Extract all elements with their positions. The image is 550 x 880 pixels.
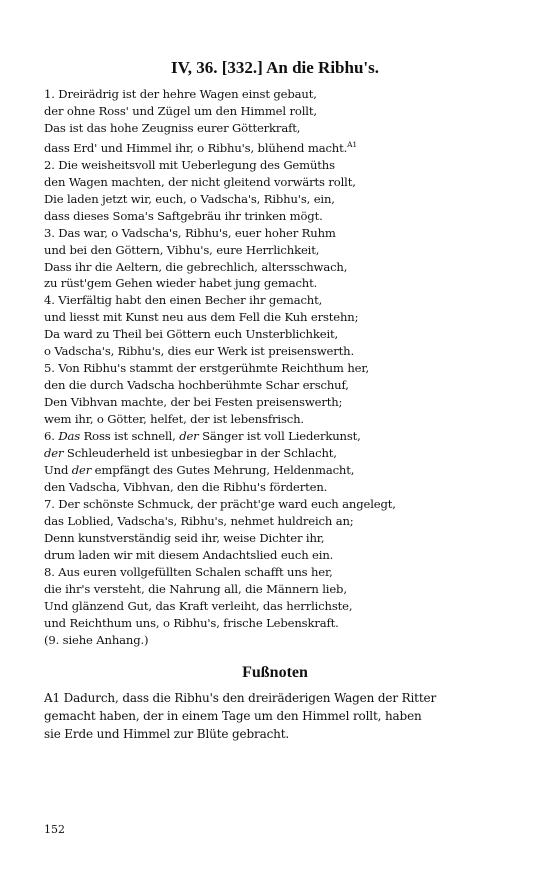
- verse-line: 4. Vierfältig habt den einen Becher ihr gemacht,: [44, 293, 323, 308]
- footnote-line: A1 Dadurch, dass die Ribhu's den dreiräderigen Wagen der Ritter: [44, 691, 437, 705]
- verse-line: drum laden wir mit diesem Andachtslied euch ein.: [44, 547, 334, 562]
- verse-line: den Vadscha, Vibhvan, den die Ribhu's förderten.: [44, 479, 328, 494]
- verse-line: und liesst mit Kunst neu aus dem Fell die Kuh erstehn;: [44, 310, 359, 325]
- footnote-line: gemacht haben, der in einem Tage um den Himmel rollt, haben: [44, 709, 422, 723]
- verse-line[interactable]: (9. siehe Anhang.): [44, 632, 149, 647]
- verse-line: 8. Aus euren vollgefüllten Schalen schafft uns her,: [44, 564, 333, 579]
- verse-line: und bei den Göttern, Vibhu's, eure Herrlichkeit,: [44, 242, 320, 257]
- verse-line: 1. Dreirädrig ist der hehre Wagen einst gebaut,: [44, 87, 317, 101]
- footnote-block: [44, 689, 504, 743]
- verse-line: Die laden jetzt wir, euch, o Vadscha's, Ribhu's, ein,: [44, 191, 335, 206]
- footnote-ref[interactable]: A1: [347, 139, 358, 149]
- verse-text: Und: [44, 462, 72, 477]
- verse-line: 3. Das war, o Vadscha's, Ribhu's, euer hoher Ruhm: [44, 225, 336, 240]
- emphasis-text: Das: [58, 429, 81, 444]
- footnotes-heading: Fußnoten: [242, 664, 308, 681]
- verse-line: 7. Der schönste Schmuck, der prächt'ge ward euch angelegt,: [44, 496, 396, 511]
- verse-line: [44, 462, 514, 479]
- verse-text: empfängt des Gutes Mehrung, Heldenmacht,: [91, 462, 355, 477]
- footnote-line: sie Erde und Himmel zur Blüte gebracht.: [44, 727, 290, 741]
- verse-line: der ohne Ross' und Zügel um den Himmel rollt,: [44, 103, 317, 118]
- verse-line: dass dieses Soma's Saftgebräu ihr trinken mögt.: [44, 208, 323, 223]
- verse-line: wem ihr, o Götter, helfet, der ist lebensfrisch.: [44, 412, 304, 427]
- verse-text: Sänger ist voll Liederkunst,: [198, 429, 361, 444]
- verse-block: [44, 86, 514, 648]
- emphasis-text: der: [71, 462, 92, 477]
- verse-line: 2. Die weisheitsvoll mit Ueberlegung des Gemüths: [44, 157, 335, 172]
- page-number: 152: [44, 823, 65, 836]
- verse-line: Den Vibhvan machte, der bei Festen preisenswerth;: [44, 395, 343, 410]
- verse-line: Dass ihr die Aeltern, die gebrechlich, altersschwach,: [44, 259, 348, 274]
- verse-line: die ihr's versteht, die Nahrung all, die Männern lieb,: [44, 581, 347, 596]
- emphasis-text: der: [179, 429, 199, 444]
- verse-line: den Wagen machten, der nicht gleitend vorwärts rollt,: [44, 174, 356, 189]
- emphasis-text: der: [44, 446, 64, 461]
- verse-line: und Reichthum uns, o Ribhu's, frische Lebenskraft.: [44, 615, 339, 630]
- verse-line: Denn kunstverständig seid ihr, weise Dichter ihr,: [44, 530, 325, 545]
- verse-line: [44, 428, 514, 445]
- verse-line: [44, 445, 514, 462]
- verse-line: [44, 137, 514, 157]
- verse-text: Schleuderheld ist unbesiegbar in der Schlacht,: [63, 446, 337, 461]
- verse-line: 5. Von Ribhu's stammt der erstgerühmte Reichthum her,: [44, 361, 369, 376]
- verse-text: Ross ist schnell,: [80, 429, 180, 444]
- verse-line: Das ist das hohe Zeugniss eurer Götterkraft,: [44, 120, 301, 135]
- page-title: IV, 36. [332.] An die Ribhu's.: [171, 58, 379, 77]
- verse-line: Da ward zu Theil bei Göttern euch Unsterblichkeit,: [44, 327, 339, 342]
- verse-line: o Vadscha's, Ribhu's, dies eur Werk ist preisenswerth.: [44, 344, 355, 359]
- verse-line: den die durch Vadscha hochberühmte Schar erschuf,: [44, 378, 349, 393]
- verse-line: das Loblied, Vadscha's, Ribhu's, nehmet huldreich an;: [44, 513, 354, 528]
- verse-text: 6.: [44, 429, 59, 444]
- verse-line: Und glänzend Gut, das Kraft verleiht, das herrlichste,: [44, 598, 353, 613]
- verse-line: zu rüst'gem Gehen wieder habet jung gemacht.: [44, 276, 318, 291]
- verse-line-text: dass Erd' und Himmel ihr, o Ribhu's, blühend macht.: [44, 140, 348, 155]
